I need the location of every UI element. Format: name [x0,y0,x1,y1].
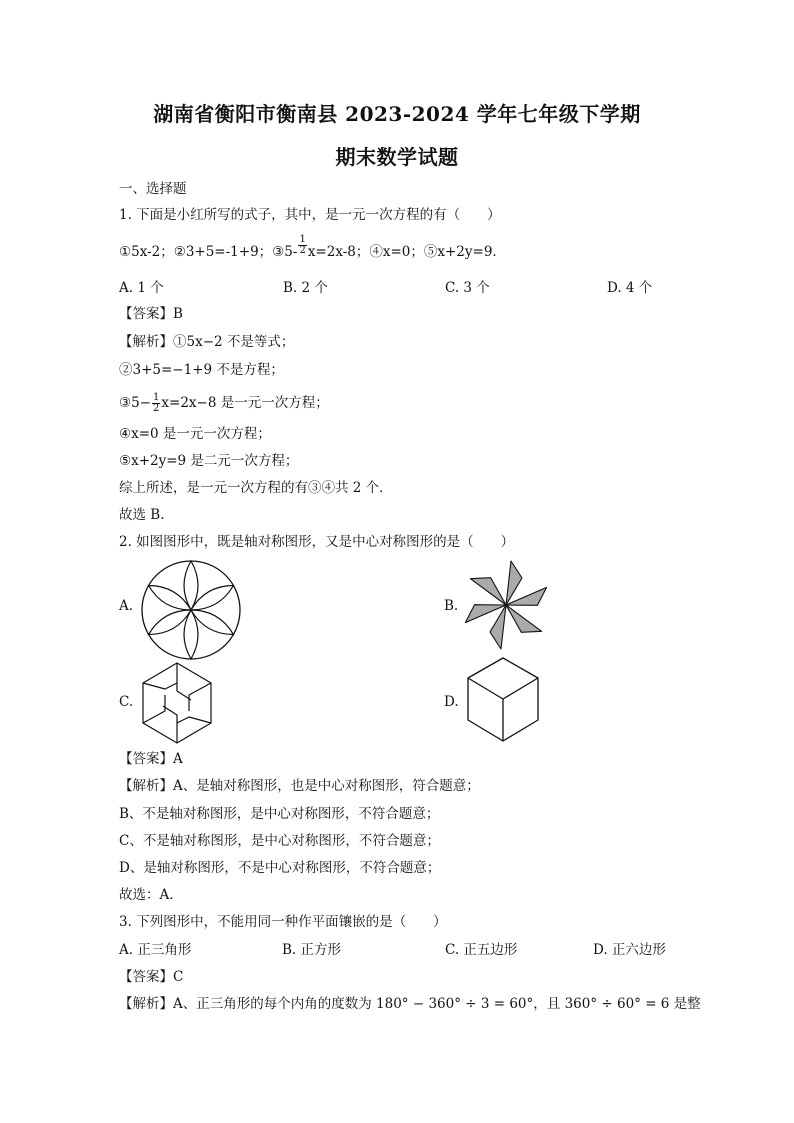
q1-explanation-4: ④x=0 是一元一次方程； [119,426,271,442]
q1-frac-num: 1 [299,234,306,245]
q1-frac-den: 2 [299,245,306,256]
q2-answer: 【答案】A [119,751,183,767]
q1-explanation-5: ⑤x+2y=9 是二元一次方程； [119,453,299,469]
q3-option-b: B. 正方形 [282,942,342,958]
q1-explanation-1: 【解析】①5x−2 不是等式； [119,334,295,350]
section-heading: 一、选择题 [119,181,187,197]
q1-formula [119,234,506,263]
q3-answer: 【答案】C [119,969,184,985]
q1-option-a: A. 1 个 [119,280,164,296]
q3-option-d: D. 正六边形 [593,942,666,958]
q1-option-c: C. 3 个 [445,280,490,296]
q2-explanation-4: D、是轴对称图形，不是中心对称图形，不符合题意； [119,860,441,876]
q2-label-d: D. [444,694,459,710]
q3-option-a: A. 正三角形 [119,942,192,958]
pinwheel-figure [462,558,552,652]
q3-option-c: C. 正五边形 [445,942,518,958]
q1-option-b: B. 2 个 [283,280,328,296]
q1-exp3-num: 1 [153,392,160,403]
flower-circle-figure [139,558,243,662]
q2-explanation-1: 【解析】A、是轴对称图形，也是中心对称图形，符合题意； [119,778,480,794]
q1-exp3-pre: ③5− [119,395,152,411]
q2-explanation-5: 故选：A． [119,887,183,903]
q1-formula-pre: ①5x-2；②3+5=-1+9；③5- [119,244,298,260]
q1-exp3-fraction [152,393,160,414]
q1-answer: 【答案】B [119,306,183,322]
q2-label-a: A. [119,598,134,614]
q1-explanation-6: 综上所述，是一元一次方程的有③④共 2 个． [119,480,393,496]
q2-explanation-3: C、不是轴对称图形，是中心对称图形，不符合题意； [119,833,440,849]
q2-explanation-2: B、不是轴对称图形，是中心对称图形，不符合题意； [119,806,440,822]
q3-explanation-1: 【解析】A、正三角形的每个内角的度数为 180° − 360° ÷ 3 = 60°，且 360° ÷ 60° = 6 是整 [119,996,701,1012]
swirl-hexagon-figure [137,660,217,746]
q2-label-b: B. [444,598,459,614]
q1-option-d: D. 4 个 [607,280,653,296]
q3-stem: 3. 下列图形中，不能用同一种作平面镶嵌的是（ ） [119,914,447,930]
q1-formula-post: x=2x-8；④x=0；⑤x+2y=9． [307,244,506,260]
q1-explanation-2: ②3+5=−1+9 不是方程； [119,362,284,378]
q1-explanation-7: 故选 B. [119,507,165,523]
document-title-line1: 湖南省衡阳市衡南县 2023-2024 学年七年级下学期 [153,102,641,126]
q2-stem: 2. 如图图形中，既是轴对称图形，又是中心对称图形的是（ ） [119,534,515,550]
q1-stem: 1. 下面是小红所写的式子，其中，是一元一次方程的有（ ） [119,207,501,223]
q1-explanation-3 [119,393,329,414]
q1-exp3-post: x=2x−8 是一元一次方程； [161,395,329,411]
document-title-line2: 期末数学试题 [335,145,459,169]
q1-exp3-den: 2 [153,403,160,414]
cube-hexagon-figure [465,656,541,744]
q2-label-c: C. [119,694,134,710]
q1-fraction [298,235,306,256]
